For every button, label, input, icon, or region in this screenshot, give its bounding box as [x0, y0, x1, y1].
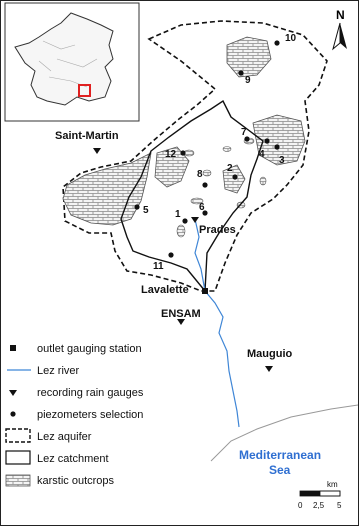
place-saint-martin: Saint-Martin — [55, 130, 119, 142]
piezometer-label-4: 4 — [259, 149, 265, 160]
karst-outcrop-north — [227, 37, 271, 77]
piezometer-4-marker — [264, 138, 269, 143]
legend-aquifer-symbol — [6, 429, 30, 442]
legend-catchment-label: Lez catchment — [37, 453, 109, 465]
north-label: N — [336, 8, 345, 22]
legend-piezometers-label: piezometers selection — [37, 409, 144, 421]
legend-aquifer-label: Lez aquifer — [37, 431, 92, 443]
piezometer-label-2: 2 — [227, 163, 233, 174]
piezometer-12-marker — [180, 150, 185, 155]
piezometer-label-7: 7 — [241, 127, 247, 138]
legend-river-label: Lez river — [37, 365, 80, 377]
piezometer-label-3: 3 — [279, 155, 285, 166]
legend-outlet-label: outlet gauging station — [37, 343, 142, 355]
piezometer-label-9: 9 — [245, 75, 251, 86]
karst-outcrop-west — [63, 153, 151, 225]
scale-unit: km — [327, 480, 338, 489]
piezometer-label-5: 5 — [143, 205, 149, 216]
scale-tick-2: 5 — [337, 501, 342, 510]
piezometer-5-marker — [134, 204, 139, 209]
place-mauguio: Mauguio — [247, 348, 293, 360]
scale-bar — [298, 480, 342, 510]
map-canvas — [1, 1, 358, 525]
piezometer-9-marker — [238, 70, 243, 75]
legend-karst-label: karstic outcrops — [37, 475, 115, 487]
piezometer-2-marker — [232, 174, 237, 179]
place-prades: Prades — [199, 224, 236, 236]
scale-tick-0: 0 — [298, 501, 303, 510]
legend-piezometer-symbol — [10, 411, 15, 416]
legend — [6, 343, 144, 487]
karst-patches — [177, 138, 266, 237]
lez-river — [195, 219, 239, 427]
sea-label-line2: Sea — [269, 463, 291, 477]
place-lavalette: Lavalette — [141, 284, 189, 296]
piezometer-1-marker — [182, 218, 187, 223]
piezometer-label-11: 11 — [153, 261, 164, 272]
legend-catchment-symbol — [6, 451, 30, 464]
scale-tick-1: 2,5 — [313, 501, 325, 510]
legend-outlet-symbol — [10, 345, 16, 351]
piezometer-label-8: 8 — [197, 169, 203, 180]
france-inset — [5, 3, 139, 121]
rain-gauge-saint-martin — [93, 148, 101, 154]
piezometer-label-1: 1 — [175, 209, 181, 220]
piezometer-label-12: 12 — [165, 149, 177, 160]
sea-label-line1: Mediterranean — [239, 448, 322, 462]
piezometer-3-marker — [274, 144, 279, 149]
piezometer-8-marker — [202, 182, 207, 187]
rain-gauge-mauguio — [265, 366, 273, 372]
piezometer-label-6: 6 — [199, 202, 205, 213]
place-ensam: ENSAM — [161, 308, 201, 320]
piezometer-11-marker — [168, 252, 173, 257]
outlet-gauging-station — [202, 288, 208, 294]
rain-gauge-prades — [191, 217, 199, 223]
piezometer-label-10: 10 — [285, 33, 297, 44]
legend-gauges-label: recording rain gauges — [37, 387, 144, 399]
north-arrow — [333, 8, 347, 49]
legend-gauge-symbol — [9, 390, 17, 396]
piezometer-10-marker — [274, 40, 279, 45]
legend-karst-symbol — [6, 475, 30, 486]
